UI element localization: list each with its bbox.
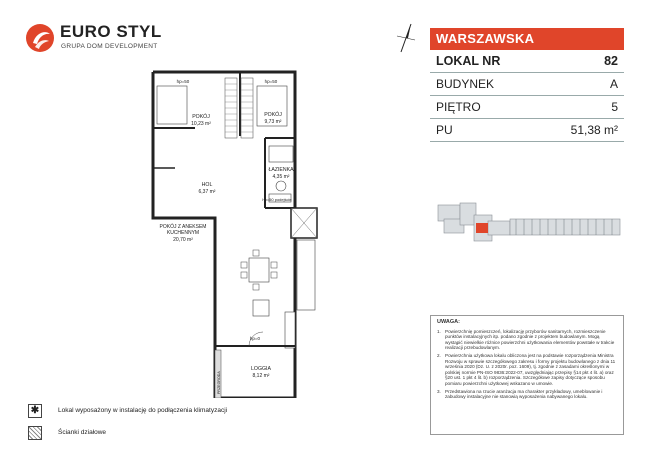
room-hol-name: HOL [201, 182, 213, 188]
building-label: BUDYNEK [436, 77, 495, 91]
unit-number-value: 82 [604, 54, 618, 68]
floor-plan [145, 68, 335, 398]
room-lazienka-name: ŁAZIENKA [268, 167, 294, 173]
room-pokoj-1-name: POKÓJ [192, 114, 210, 120]
brand-tagline: GRUPA DOM DEVELOPMENT [61, 43, 158, 50]
note-item [437, 329, 617, 351]
area-row [430, 119, 624, 142]
floor-value: 5 [611, 100, 618, 114]
note-text: Powierzchnia użytkowa lokalu obliczona jest na podstawie rozporządzenia Ministra Rozwoju w sprawie szczegółowego zakresu i formy projektu budowlanego z dnia 11 września 2020 (Dz. U. z 2020r. poz. 1609), tj. zgodnie z zasadami określonymi w polskiej normie PN-ISO 9836:2022-07, uwzględniając przepisy §14 pkt 4 lit. a) oraz §20 ust. 1 pkt 4 lit. b) rozporządzenia. Szczegółowe zapisy dotyczące sposobu pomiaru powierzchni użytkowej wskazano w umowie. [445, 352, 616, 386]
brand-logo [24, 20, 162, 60]
street-header: WARSZAWSKA [430, 28, 624, 50]
notes-box [430, 315, 624, 435]
room-salon-name-1: POKÓJ Z ANEKSEM [159, 224, 207, 230]
legend-walls-text: Ścianki działowe [58, 429, 107, 436]
highlighted-unit [476, 223, 488, 233]
legend-climate-text: Lokal wyposażony w instalację do podłączenia klimatyzacji [58, 407, 228, 414]
floor-row [430, 96, 624, 119]
note-number: 1. [437, 328, 441, 334]
north-compass-icon [395, 22, 417, 54]
room-salon-area: 20,70 m² [173, 237, 193, 243]
unit-number-row [430, 50, 624, 73]
area-value: 51,38 m² [570, 123, 618, 137]
unit-info-panel [430, 28, 624, 142]
area-label: PU [436, 123, 453, 137]
hp-label-1: hp=50 [176, 79, 190, 84]
note-number: 2. [437, 352, 441, 358]
room-loggia-name: LOGGIA [251, 366, 271, 372]
room-pokoj-1-area: 10,23 m² [191, 121, 211, 127]
notes-title: UWAGA: [437, 319, 460, 325]
logo-flame-icon [24, 22, 56, 54]
asterisk-icon: ✱ [28, 404, 42, 418]
bathtub [269, 146, 293, 162]
legend [28, 404, 328, 448]
hp-label-loggia: hp=0 [249, 336, 261, 341]
hp-label-2: hp=50 [264, 79, 278, 84]
building-key-map [430, 193, 630, 263]
podejscie-label: hp=50 podejście [262, 197, 292, 202]
przegroda-label: PRZEGRODA [217, 371, 221, 394]
room-lazienka-area: 4,35 m² [272, 174, 290, 180]
room-pokoj-2-name: POKÓJ [264, 112, 282, 118]
unit-number-label: LOKAL NR [436, 54, 501, 68]
legend-item-climate [28, 404, 328, 424]
building-row [430, 73, 624, 96]
room-hol-area: 6,37 m² [198, 189, 216, 195]
note-item [437, 353, 617, 387]
note-text: Powierzchnię pomieszczeń, lokalizację przyborów sanitarnych, rozmieszczenie punktów instalacyjnych itp. podano zgodnie z projektem budowlanym. Mogą wystąpić niewielkie różnice powierzchni użytkowania elementów powstałe w trakcie realizacji przebudowlanym. [445, 328, 615, 351]
note-text: Przedstawiona na rzucie aranżacja ma charakter przykładowy, umeblowanie i zabudowy instalacyjne nie stanowią wyposażenia nabywanego lokalu. [445, 388, 603, 400]
room-pokoj-2-area: 9,73 m² [264, 119, 282, 125]
hatch-icon [28, 426, 42, 440]
brand-name: EURO STYL [60, 22, 162, 41]
building-value: A [609, 77, 618, 91]
room-salon-name-2: KUCHENNYM [166, 230, 200, 236]
legend-item-walls [28, 426, 328, 446]
floor-label: PIĘTRO [436, 100, 481, 114]
note-item [437, 389, 617, 400]
room-loggia-area: 8,12 m² [252, 373, 270, 379]
note-number: 3. [437, 388, 441, 394]
